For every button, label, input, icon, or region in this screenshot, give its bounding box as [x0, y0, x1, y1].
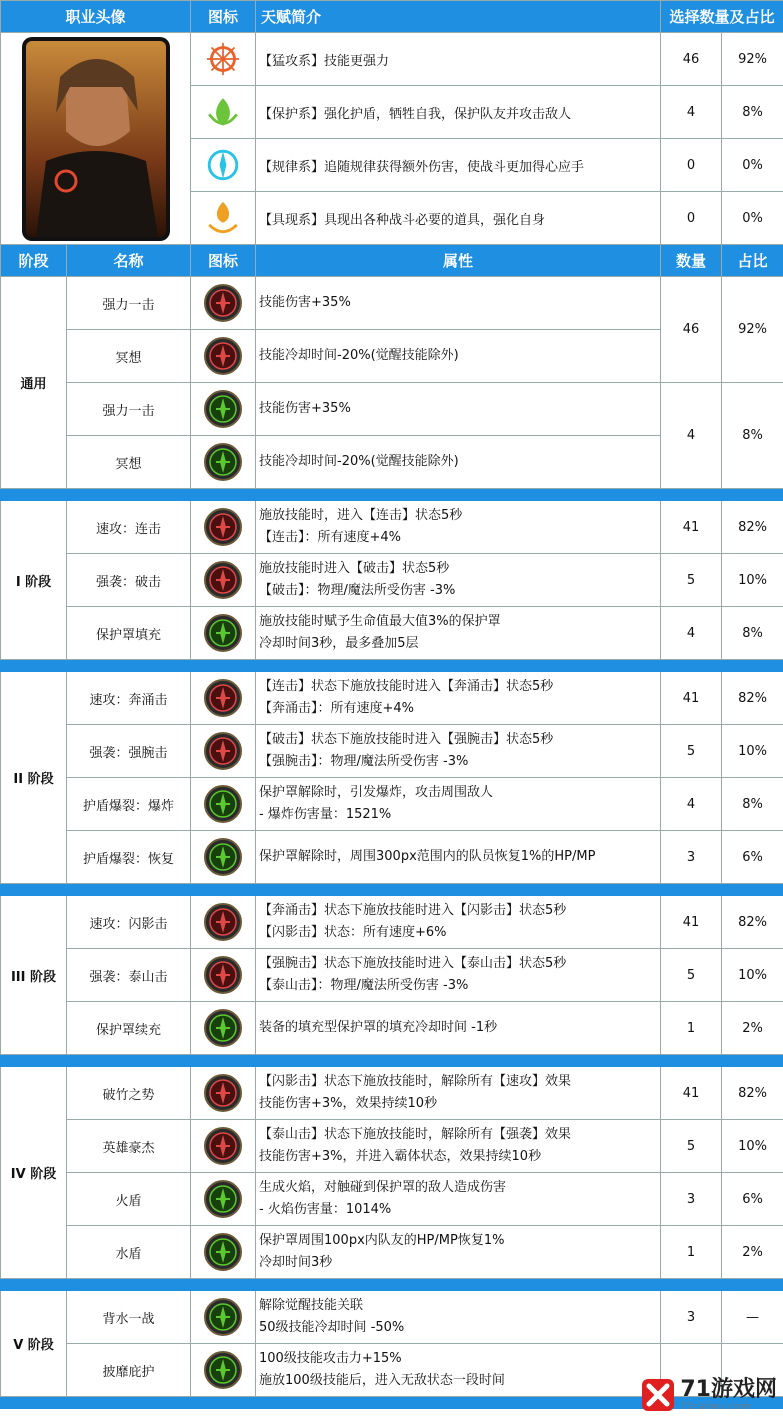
section-divider	[1, 660, 783, 672]
skill-percent: 82%	[722, 501, 783, 554]
skill-row	[1, 1002, 783, 1055]
attribute-cell	[256, 1291, 661, 1344]
talent-count: 4	[661, 86, 722, 139]
talent-icon-cell	[191, 86, 256, 139]
attribute-cell	[256, 501, 661, 554]
skill-percent: 10%	[722, 1120, 783, 1173]
skill-icon-cell	[191, 831, 256, 884]
skill-name: 冥想	[67, 436, 191, 489]
attribute-cell	[256, 607, 661, 660]
stage-label: V 阶段	[1, 1291, 67, 1397]
attribute-line: 技能伤害+3%，并进入霸体状态，效果持续10秒	[259, 1149, 542, 1164]
header-row-2	[1, 245, 783, 277]
skill-icon	[203, 784, 243, 824]
skill-name: 破竹之势	[67, 1067, 191, 1120]
skill-icon	[203, 613, 243, 653]
attribute-cell	[256, 831, 661, 884]
skill-icon-cell	[191, 778, 256, 831]
skill-name: 速攻：连击	[67, 501, 191, 554]
skill-count: 46	[661, 277, 722, 383]
skill-row	[1, 778, 783, 831]
skill-icon	[203, 389, 243, 429]
skill-icon	[203, 902, 243, 942]
col-name: 名称	[67, 245, 191, 277]
stage-label: II 阶段	[1, 672, 67, 884]
attribute-line: 技能伤害+35%	[259, 401, 351, 416]
skill-name: 护盾爆裂：爆炸	[67, 778, 191, 831]
skill-icon-cell	[191, 1067, 256, 1120]
talent-percent: 0%	[722, 139, 783, 192]
skill-icon	[203, 560, 243, 600]
stage-label: 通用	[1, 277, 67, 489]
skill-row	[1, 1067, 783, 1120]
skill-name: 速攻：闪影击	[67, 896, 191, 949]
skill-count: 4	[661, 383, 722, 489]
attribute-line: 施放技能时进入【破击】状态5秒	[259, 561, 450, 576]
attribute-line: 保护罩解除时，周围300px范围内的队员恢复1%的HP/MP	[259, 849, 596, 864]
skill-row	[1, 554, 783, 607]
skill-name: 英雄豪杰	[67, 1120, 191, 1173]
skill-name: 背水一战	[67, 1291, 191, 1344]
attribute-cell	[256, 1173, 661, 1226]
stage-label: III 阶段	[1, 896, 67, 1055]
skill-count: 1	[661, 1002, 722, 1055]
talent-intro: 【规律系】追随规律获得额外伤害，使战斗更加得心应手	[256, 139, 661, 192]
skill-row	[1, 1120, 783, 1173]
watermark-logo-icon	[640, 1377, 676, 1413]
attribute-cell	[256, 778, 661, 831]
skill-row	[1, 383, 783, 436]
skill-icon-cell	[191, 383, 256, 436]
skill-icon	[203, 1232, 243, 1272]
attribute-cell	[256, 383, 661, 436]
skill-count: 41	[661, 501, 722, 554]
col-count: 数量	[661, 245, 722, 277]
col-stage: 阶段	[1, 245, 67, 277]
skill-count: 4	[661, 778, 722, 831]
skill-row	[1, 672, 783, 725]
talent-percent: 8%	[722, 86, 783, 139]
skill-icon	[203, 837, 243, 877]
skill-percent: 82%	[722, 1067, 783, 1120]
skill-count: 4	[661, 607, 722, 660]
skill-icon	[203, 1073, 243, 1113]
skill-icon-cell	[191, 1173, 256, 1226]
attribute-line: 【闪影击】状态：所有速度+6%	[259, 925, 447, 940]
attribute-line: 保护罩解除时，引发爆炸，攻击周围敌人	[259, 785, 494, 800]
attribute-line: 【泰山击】：物理/魔法所受伤害 -3%	[259, 978, 469, 993]
attribute-line: 装备的填充型保护罩的填充冷却时间 -1秒	[259, 1020, 498, 1035]
talent-count: 46	[661, 33, 722, 86]
watermark	[640, 1377, 777, 1413]
col-avatar: 职业头像	[1, 1, 191, 33]
attribute-line: 【强腕击】：物理/魔法所受伤害 -3%	[259, 754, 469, 769]
skill-name: 保护罩续充	[67, 1002, 191, 1055]
skill-icon	[203, 678, 243, 718]
attribute-line: 【强腕击】状态下施放技能时进入【泰山击】状态5秒	[259, 956, 567, 971]
talent-intro: 【猛攻系】技能更强力	[256, 33, 661, 86]
attribute-line: 【连击】：所有速度+4%	[259, 530, 402, 545]
skill-percent: 92%	[722, 277, 783, 383]
skill-percent: 6%	[722, 1173, 783, 1226]
attribute-line: 【破击】：物理/魔法所受伤害 -3%	[259, 583, 456, 598]
skill-name: 水盾	[67, 1226, 191, 1279]
talent-icon-cell	[191, 192, 256, 245]
attribute-line: 【泰山击】状态下施放技能时，解除所有【强袭】效果	[259, 1127, 572, 1142]
skill-name: 强袭：强腕击	[67, 725, 191, 778]
skill-count: 5	[661, 725, 722, 778]
skill-percent: —	[722, 1291, 783, 1344]
attribute-cell	[256, 277, 661, 330]
attribute-cell	[256, 436, 661, 489]
talent-icon	[200, 142, 246, 188]
attribute-cell	[256, 1067, 661, 1120]
skill-name: 火盾	[67, 1173, 191, 1226]
skill-icon	[203, 507, 243, 547]
attribute-cell	[256, 330, 661, 383]
talent-icon	[200, 36, 246, 82]
talent-count: 0	[661, 192, 722, 245]
attribute-cell	[256, 725, 661, 778]
skill-percent: 2%	[722, 1002, 783, 1055]
col-icon: 图标	[191, 245, 256, 277]
talent-icon	[200, 195, 246, 241]
attribute-line: 解除觉醒技能关联	[259, 1298, 364, 1313]
attribute-line: 【奔涌击】状态下施放技能时进入【闪影击】状态5秒	[259, 903, 567, 918]
skill-percent: 10%	[722, 725, 783, 778]
skill-count: 41	[661, 1067, 722, 1120]
skill-percent: 82%	[722, 896, 783, 949]
attribute-cell	[256, 1120, 661, 1173]
attribute-cell	[256, 554, 661, 607]
attribute-line: 冷却时间3秒	[259, 1255, 333, 1270]
section-divider	[1, 1279, 783, 1291]
skill-percent: 10%	[722, 949, 783, 1002]
skill-count: 3	[661, 1173, 722, 1226]
skill-row	[1, 896, 783, 949]
skill-name: 护盾爆裂：恢复	[67, 831, 191, 884]
skill-row	[1, 607, 783, 660]
watermark-brand: 71游戏网	[680, 1377, 777, 1402]
skill-icon	[203, 955, 243, 995]
skill-name: 强力一击	[67, 277, 191, 330]
skill-icon	[203, 731, 243, 771]
section-divider	[1, 884, 783, 896]
skill-icon	[203, 1297, 243, 1337]
skill-icon-cell	[191, 672, 256, 725]
skill-name: 强力一击	[67, 383, 191, 436]
skill-icon-cell	[191, 277, 256, 330]
col-count: 选择数量及占比	[661, 1, 783, 33]
attribute-cell	[256, 672, 661, 725]
skill-icon	[203, 1179, 243, 1219]
job-avatar	[22, 37, 170, 241]
skill-icon	[203, 336, 243, 376]
attribute-line: 技能伤害+35%	[259, 295, 351, 310]
skill-icon-cell	[191, 501, 256, 554]
col-icon: 图标	[191, 1, 256, 33]
stage-label: IV 阶段	[1, 1067, 67, 1279]
section-divider	[1, 1055, 783, 1067]
talent-row	[1, 33, 783, 86]
skill-percent: 82%	[722, 672, 783, 725]
skill-icon	[203, 1126, 243, 1166]
talent-icon	[200, 89, 246, 135]
talent-count: 0	[661, 139, 722, 192]
skill-percent: 8%	[722, 383, 783, 489]
skill-icon-cell	[191, 554, 256, 607]
talent-percent: 92%	[722, 33, 783, 86]
attribute-cell	[256, 1344, 661, 1397]
attribute-line: 技能伤害+3%，效果持续10秒	[259, 1096, 438, 1111]
skill-percent: 8%	[722, 778, 783, 831]
skill-percent: 2%	[722, 1226, 783, 1279]
skill-icon-cell	[191, 949, 256, 1002]
skill-icon-cell	[191, 1002, 256, 1055]
skill-icon	[203, 1008, 243, 1048]
skill-icon-cell	[191, 330, 256, 383]
talent-intro: 【具现系】具现出各种战斗必要的道具，强化自身	[256, 192, 661, 245]
talent-percent: 0%	[722, 192, 783, 245]
attribute-line: - 火焰伤害量：1014%	[259, 1202, 392, 1217]
attribute-cell	[256, 896, 661, 949]
stage-label: I 阶段	[1, 501, 67, 660]
skill-percent: 8%	[722, 607, 783, 660]
skill-name: 冥想	[67, 330, 191, 383]
skill-count: 5	[661, 554, 722, 607]
section-divider	[1, 489, 783, 501]
attribute-line: 冷却时间3秒，最多叠加5层	[259, 636, 419, 651]
col-attr: 属性	[256, 245, 661, 277]
skill-row	[1, 1173, 783, 1226]
attribute-line: 生成火焰，对触碰到保护罩的敌人造成伤害	[259, 1180, 507, 1195]
attribute-line: 技能冷却时间-20%(觉醒技能除外)	[259, 348, 459, 363]
skill-icon-cell	[191, 607, 256, 660]
skill-name: 强袭：破击	[67, 554, 191, 607]
watermark-sub: 71calwu.com	[680, 1402, 751, 1412]
attribute-line: 50级技能冷却时间 -50%	[259, 1320, 405, 1335]
skill-percent: 10%	[722, 554, 783, 607]
attribute-line: 施放100级技能后，进入无敌状态一段时间	[259, 1373, 505, 1388]
attribute-cell	[256, 949, 661, 1002]
skill-name: 保护罩填充	[67, 607, 191, 660]
skill-icon-cell	[191, 1120, 256, 1173]
attribute-line: 技能冷却时间-20%(觉醒技能除外)	[259, 454, 459, 469]
header-row	[1, 1, 783, 33]
attribute-line: 【连击】状态下施放技能时进入【奔涌击】状态5秒	[259, 679, 554, 694]
attribute-line: 施放技能时赋予生命值最大值3%的保护罩	[259, 614, 501, 629]
attribute-line: 【闪影击】状态下施放技能时，解除所有【速攻】效果	[259, 1074, 572, 1089]
skill-row	[1, 949, 783, 1002]
skill-icon-cell	[191, 725, 256, 778]
skill-count: 41	[661, 896, 722, 949]
skill-name: 强袭：泰山击	[67, 949, 191, 1002]
skill-icon-cell	[191, 1226, 256, 1279]
skill-row	[1, 725, 783, 778]
attribute-line: 【破击】状态下施放技能时进入【强腕击】状态5秒	[259, 732, 554, 747]
skill-icon	[203, 283, 243, 323]
attribute-cell	[256, 1226, 661, 1279]
skill-count: 3	[661, 1291, 722, 1344]
attribute-line: 保护罩周围100px内队友的HP/MP恢复1%	[259, 1233, 505, 1248]
talent-icon-cell	[191, 33, 256, 86]
skill-row	[1, 831, 783, 884]
skill-row	[1, 1226, 783, 1279]
skill-percent: 6%	[722, 831, 783, 884]
col-intro: 天赋简介	[256, 1, 661, 33]
skill-count: 41	[661, 672, 722, 725]
job-avatar-cell	[1, 33, 191, 245]
skill-count: 3	[661, 831, 722, 884]
skill-count: 1	[661, 1226, 722, 1279]
skill-count: 5	[661, 949, 722, 1002]
skill-icon	[203, 1350, 243, 1390]
skill-count: 5	[661, 1120, 722, 1173]
attribute-line: 【奔涌击】：所有速度+4%	[259, 701, 415, 716]
skill-row	[1, 1291, 783, 1344]
skill-icon-cell	[191, 436, 256, 489]
attribute-line: 100级技能攻击力+15%	[259, 1351, 402, 1366]
skill-icon-cell	[191, 896, 256, 949]
talent-icon-cell	[191, 139, 256, 192]
skill-row	[1, 277, 783, 330]
skill-icon	[203, 442, 243, 482]
skill-row	[1, 501, 783, 554]
talent-intro: 【保护系】强化护盾，牺牲自我，保护队友并攻击敌人	[256, 86, 661, 139]
col-pct: 占比	[722, 245, 783, 277]
attribute-line: - 爆炸伤害量：1521%	[259, 807, 392, 822]
attribute-cell	[256, 1002, 661, 1055]
skill-name: 披靡庇护	[67, 1344, 191, 1397]
skill-icon-cell	[191, 1344, 256, 1397]
attribute-line: 施放技能时，进入【连击】状态5秒	[259, 508, 463, 523]
skill-name: 速攻：奔涌击	[67, 672, 191, 725]
skill-icon-cell	[191, 1291, 256, 1344]
